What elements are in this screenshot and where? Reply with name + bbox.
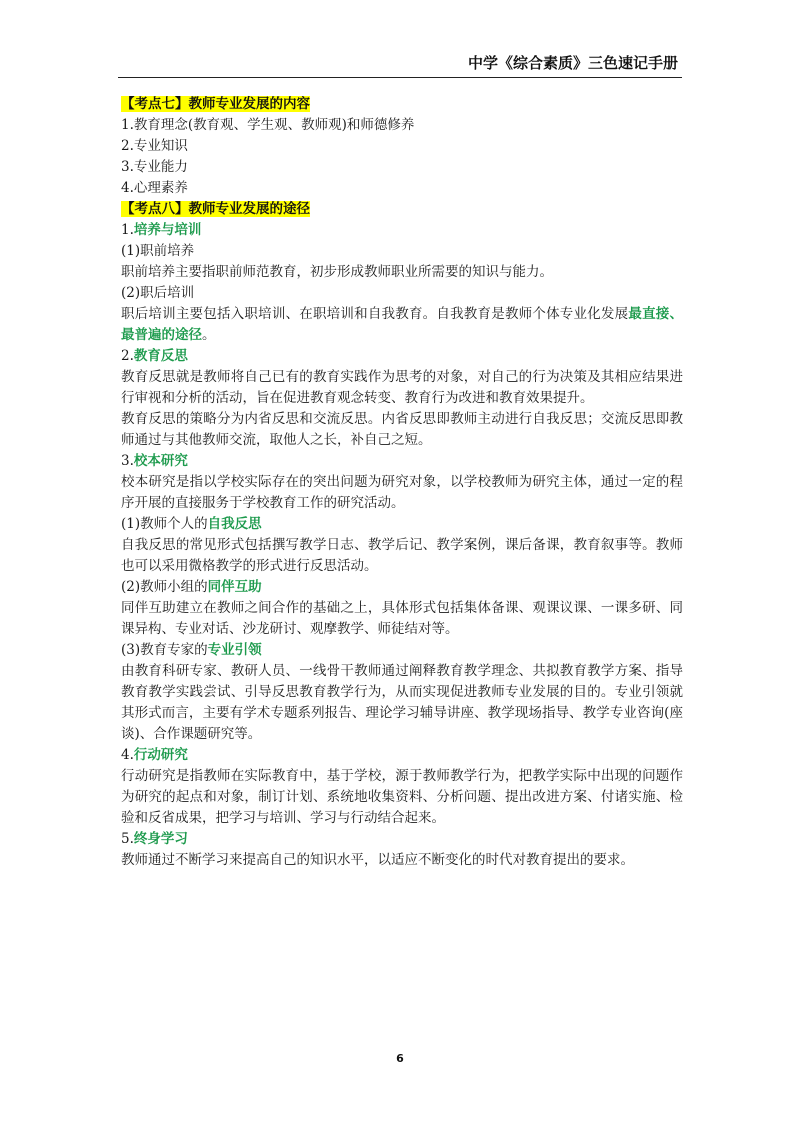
page-number: 6 (396, 1052, 404, 1065)
reflection-paragraph-1: 教育反思就是教师将自己已有的教育实践作为思考的对象，对自己的行为决策及其相应结果进行审视和分析的活动，旨在促进教育观念转变、教育行为改进和教育效果提升。 (121, 369, 683, 406)
subsection-2-number: 2. (121, 348, 134, 364)
peer-support-heading (121, 577, 683, 598)
self-reflection-emphasis: 自我反思 (207, 516, 262, 532)
section-7-heading-line (121, 94, 683, 115)
peer-support-emphasis: 同伴互助 (207, 579, 262, 595)
page-content (121, 94, 683, 871)
self-reflection-heading (121, 514, 683, 535)
inservice-title: (2)职后培训 (121, 285, 195, 301)
expert-guidance-prefix: (3)教育专家的 (121, 642, 208, 658)
expert-guidance-text: 由教育科研专家、教研人员、一线骨干教师通过阐释教育教学理念、共拟教育教学方案、指导教育教学实践尝试、引导反思教育教学行为，从而实现促进教师专业发展的目的。专业引领就其形式而言，主要有学术专题系列报告、理论学习辅导讲座、教学现场指导、教学专业咨询(座谈)、合作课题研究等。 (121, 663, 683, 742)
subsection-1-number: 1. (121, 222, 134, 238)
lifelong-learning-paragraph: 教师通过不断学习来提高自己的知识水平，以适应不断变化的时代对教育提出的要求。 (121, 852, 634, 868)
subsection-4-heading (121, 745, 683, 766)
self-reflection-text: 自我反思的常见形式包括撰写教学日志、教学后记、教学案例，课后备课，教育叙事等。教师也可以采用微格教学的形式进行反思活动。 (121, 537, 683, 574)
preservice-title: (1)职前培养 (121, 243, 195, 259)
subsection-3-heading (121, 451, 683, 472)
subsection-1-heading (121, 220, 683, 241)
peer-support-text: 同伴互助建立在教师之间合作的基础之上，具体形式包括集体备课、观课议课、一课多研、同课异构、专业对话、沙龙研讨、观摩教学、师徒结对等。 (121, 600, 683, 637)
header-title: 中学《综合素质》三色速记手册 (467, 54, 678, 72)
subsection-5-number: 5. (121, 831, 134, 847)
self-reflection-prefix: (1)教师个人的 (121, 516, 208, 532)
inservice-paragraph (121, 304, 683, 346)
subsection-4-title: 行动研究 (133, 747, 188, 763)
preservice-text: 职前培养主要指职前师范教育，初步形成教师职业所需要的知识与能力。 (121, 264, 553, 280)
expert-guidance-heading (121, 640, 683, 661)
subsection-2-title: 教育反思 (133, 348, 188, 364)
expert-guidance-emphasis: 专业引领 (207, 642, 262, 658)
subsection-5-heading (121, 829, 683, 850)
section-8-heading-line (121, 199, 683, 220)
section-8-heading: 【考点八】教师专业发展的途径 (121, 201, 310, 217)
section-7-item-3: 3.专业能力 (121, 159, 188, 175)
section-7-item-1: 1.教育理念(教育观、学生观、教师观)和师德修养 (121, 117, 415, 133)
subsection-3-number: 3. (121, 453, 134, 469)
header-divider (118, 77, 682, 78)
subsection-1-title: 培养与培训 (133, 222, 202, 238)
peer-support-prefix: (2)教师小组的 (121, 579, 208, 595)
subsection-4-number: 4. (121, 747, 134, 763)
subsection-2-heading (121, 346, 683, 367)
action-research-paragraph: 行动研究是指教师在实际教育中，基于学校，源于教师教学行为，把教学实际中出现的问题作为研究的起点和对象，制订计划、系统地收集资料、分析问题、提出改进方案、付诸实施、检验和反省成果，把学习与培训、学习与行动结合起来。 (121, 768, 683, 826)
inservice-text: 职后培训主要包括入职培训、在职培训和自我教育。自我教育是教师个体专业化发展 (121, 306, 629, 322)
inservice-emphasis: 最直接、最普遍的途径 (121, 306, 684, 343)
subsection-5-title: 终身学习 (133, 831, 188, 847)
section-7-item-2: 2.专业知识 (121, 138, 188, 154)
inservice-end: 。 (202, 327, 216, 343)
reflection-paragraph-2: 教育反思的策略分为内省反思和交流反思。内省反思即教师主动进行自我反思；交流反思即教师通过与其他教师交流，取他人之长，补自己之短。 (121, 411, 683, 448)
section-7-item-4: 4.心理素养 (121, 180, 188, 196)
subsection-3-title: 校本研究 (133, 453, 188, 469)
section-7-heading: 【考点七】教师专业发展的内容 (121, 96, 310, 112)
school-research-paragraph: 校本研究是指以学校实际存在的突出问题为研究对象，以学校教师为研究主体，通过一定的程序开展的直接服务于学校教育工作的研究活动。 (121, 474, 683, 511)
